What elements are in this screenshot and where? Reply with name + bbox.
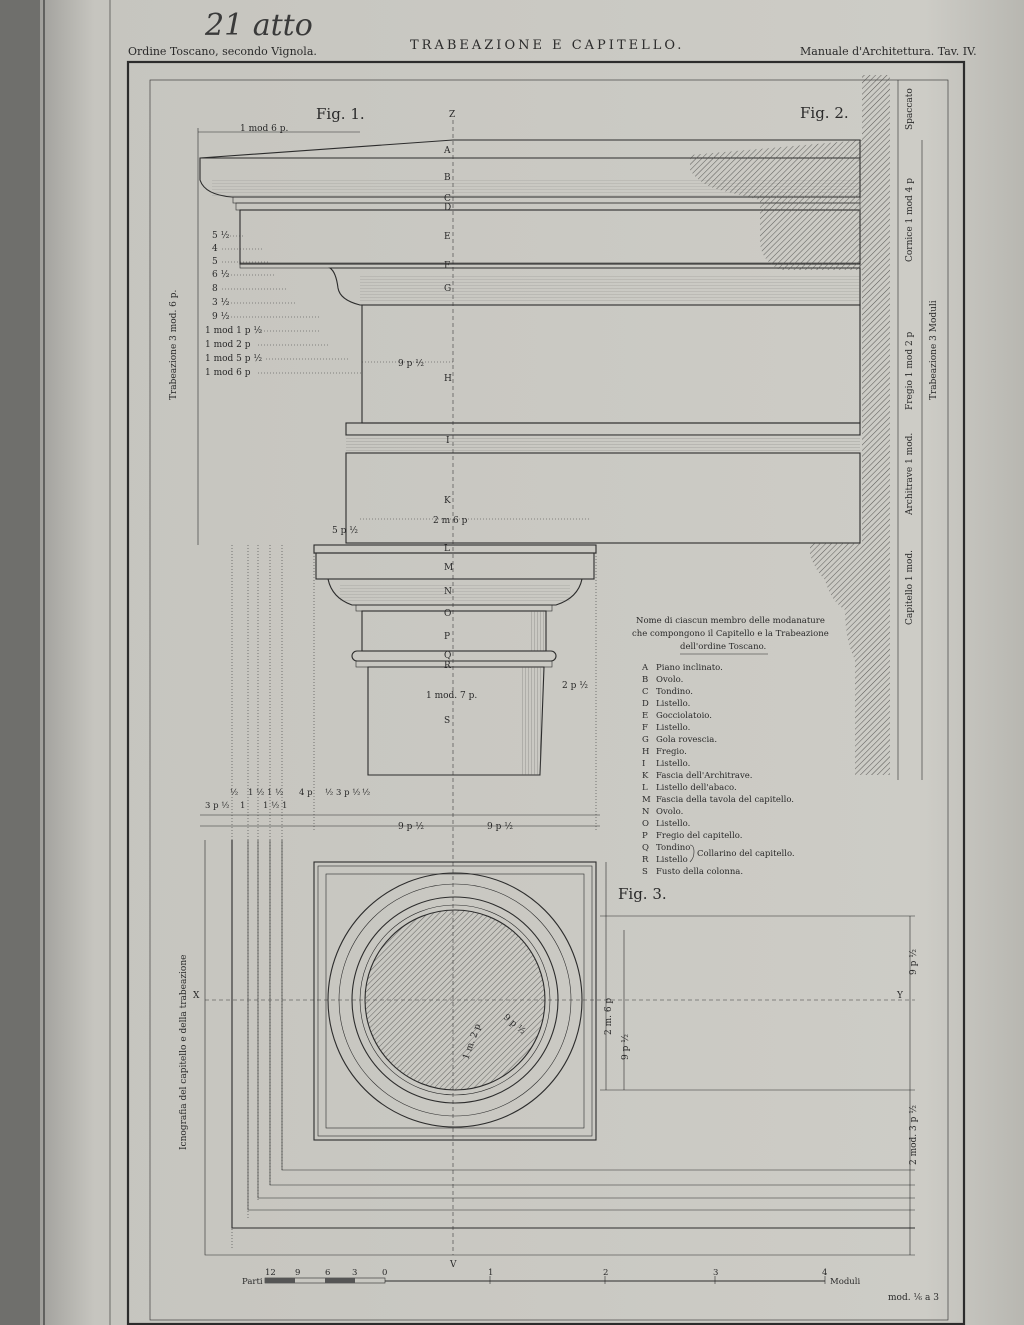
scale-tick: 2 (603, 1268, 609, 1278)
plan-dim-mid-1: 2 m. 6 p (604, 997, 614, 1035)
letter: R (444, 661, 451, 671)
letter: L (444, 544, 450, 554)
dim: 9 p ½ (398, 822, 424, 832)
legend-name: Listello (656, 855, 688, 865)
dim: 3 p ½ (205, 801, 230, 811)
axis-x: X (193, 991, 200, 1001)
dim: 1 ½ (248, 788, 265, 798)
dim: 4 p (299, 788, 313, 798)
legend-letter: O (642, 819, 649, 829)
dim-stack: 9 ½ (212, 312, 230, 322)
dim-shaft: 1 mod. 7 p. (426, 691, 478, 701)
axis-y: Y (897, 991, 903, 1001)
plan-dim-mid-2: 9 p ½ (621, 1034, 631, 1060)
dim: 3 p ½ (336, 788, 361, 798)
fig3-label: Fig. 3. (618, 885, 667, 903)
legend-name: Listello dell'abaco. (656, 783, 737, 793)
letter: E (444, 232, 451, 242)
scale-tick: 6 (325, 1268, 331, 1278)
letter: Q (444, 651, 452, 661)
fig2-label: Fig. 2. (800, 104, 849, 122)
plan-side-label: Icnografia del capitello e della trabeazione (179, 954, 189, 1150)
letter: D (444, 203, 452, 213)
corner-note: mod. ⅙ a 3 (888, 1293, 939, 1303)
dim-stack: 1 mod 5 p ½ (205, 354, 263, 364)
legend-letter: P (642, 831, 648, 841)
scale-tick: 9 (295, 1268, 301, 1278)
label-trabeazione: Trabeazione 3 Moduli (929, 300, 939, 400)
legend-letter: A (642, 663, 649, 673)
scale-tick: 1 (488, 1268, 494, 1278)
circle-dim-2: 1 m. 2 p (461, 1022, 484, 1062)
letter: N (444, 587, 452, 597)
label-capitello: Capitello 1 mod. (905, 549, 915, 625)
legend-name: Tondino (656, 843, 691, 853)
legend-name: Gocciolatoio. (656, 711, 712, 721)
scale-tick: 4 (822, 1268, 828, 1278)
letter: O (444, 609, 452, 619)
label-architrave: Architrave 1 mod. (905, 432, 915, 515)
header-left: Ordine Toscano, secondo Vignola. (128, 45, 317, 58)
letter: H (444, 374, 452, 384)
legend-letter: B (642, 675, 649, 685)
dim-k-width: 2 m 6 p (433, 516, 468, 526)
dim-top: 1 mod 6 p. (240, 124, 289, 134)
legend-letter: I (642, 759, 646, 769)
plan-dim-right-2: 2 mod. 3 p ½ (909, 1105, 919, 1165)
scale-tick: 3 (713, 1268, 719, 1278)
dim: 1 ½ (263, 801, 280, 811)
legend-heading-2: che compongono il Capitello e la Trabeazione (632, 629, 829, 639)
dim: 9 p ½ (487, 822, 513, 832)
dim-stack: 1 mod 2 p (205, 340, 251, 350)
header-right: Manuale d'Architettura. Tav. IV. (800, 45, 977, 58)
legend-name: Piano inclinato. (656, 663, 723, 673)
legend-letter: F (642, 723, 648, 733)
dim-stack: 6 ½ (212, 270, 230, 280)
legend-name: Listello. (656, 819, 691, 829)
legend-letter: E (642, 711, 649, 721)
dim-h-depth: 9 p ½ (398, 359, 424, 369)
legend-name: Gola rovescia. (656, 735, 718, 745)
label-spaccato: Spaccato (905, 88, 915, 130)
scale-tick: 12 (265, 1268, 276, 1278)
letter: C (444, 194, 451, 204)
label-cornice: Cornice 1 mod 4 p (905, 177, 915, 262)
binding-shadow (0, 0, 40, 1325)
legend-heading-3: dell'ordine Toscano. (680, 642, 767, 652)
letter: M (444, 563, 454, 573)
dim-stack: 8 (212, 284, 218, 294)
dim-stack: 5 (212, 257, 218, 267)
letter: P (444, 632, 451, 642)
legend-collarino: Collarino del capitello. (697, 849, 795, 859)
legend-letter: H (642, 747, 650, 757)
dim: ½ (230, 788, 239, 798)
letter: B (444, 173, 451, 183)
legend-name: Listello. (656, 723, 691, 733)
scale-parti: Parti (242, 1277, 263, 1287)
dim-abacus-proj: 5 p ½ (332, 526, 358, 536)
legend-name: Listello. (656, 699, 691, 709)
circle-dim-1: 9 p ½ (501, 1012, 528, 1037)
scale-tick: 0 (382, 1268, 388, 1278)
letter: A (444, 146, 451, 156)
letter: S (444, 716, 451, 726)
letter: I (446, 436, 450, 446)
axis-v: V (450, 1260, 457, 1270)
legend-heading-1: Nome di ciascun membro delle modanature (636, 616, 825, 626)
dim-trabeazione: Trabeazione 3 mod. 6 p. (169, 289, 179, 400)
plan-dim-right-1: 9 p ½ (909, 949, 919, 975)
legend-name: Fusto della colonna. (656, 867, 744, 877)
legend-name: Ovolo. (656, 675, 684, 685)
legend-name: Tondino. (656, 687, 693, 697)
scale-moduli: Moduli (830, 1277, 861, 1287)
dim: ½ (325, 788, 334, 798)
legend-name: Fascia della tavola del capitello. (656, 795, 795, 805)
legend-letter: K (642, 771, 649, 781)
handwritten-note: 21 atto (205, 8, 313, 43)
legend-letter: S (642, 867, 648, 877)
dim: 1 ½ (267, 788, 284, 798)
legend-letter: L (642, 783, 648, 793)
label-fregio: Fregio 1 mod 2 p (905, 331, 915, 410)
dim-stack: 1 mod 6 p (205, 368, 251, 378)
dim-shaft-right: 2 p ½ (562, 681, 588, 691)
dim: 1 (240, 801, 246, 811)
legend-letter: R (642, 855, 649, 865)
axis-z: Z (449, 110, 456, 120)
letter: F (444, 261, 451, 271)
legend-letter: N (642, 807, 650, 817)
legend-name: Fascia dell'Architrave. (656, 771, 753, 781)
legend-letter: C (642, 687, 649, 697)
plate-title: TRABEAZIONE E CAPITELLO. (410, 38, 685, 53)
letter: K (444, 496, 451, 506)
legend-name: Listello. (656, 759, 691, 769)
dim: 1 (282, 801, 288, 811)
fig1-label: Fig. 1. (316, 105, 365, 123)
legend-letter: M (642, 795, 651, 805)
legend-name: Fregio. (656, 747, 687, 757)
legend-name: Ovolo. (656, 807, 684, 817)
dim-stack: 1 mod 1 p ½ (205, 326, 263, 336)
dim-stack: 5 ½ (212, 231, 230, 241)
letter: G (444, 284, 452, 294)
dim-stack: 3 ½ (212, 298, 230, 308)
legend-letter: D (642, 699, 649, 709)
legend-name: Fregio del capitello. (656, 831, 743, 841)
dim-stack: 4 (212, 244, 218, 254)
scale-tick: 3 (352, 1268, 358, 1278)
legend-letter: Q (642, 843, 649, 853)
legend-letter: G (642, 735, 649, 745)
dim: ½ (362, 788, 371, 798)
